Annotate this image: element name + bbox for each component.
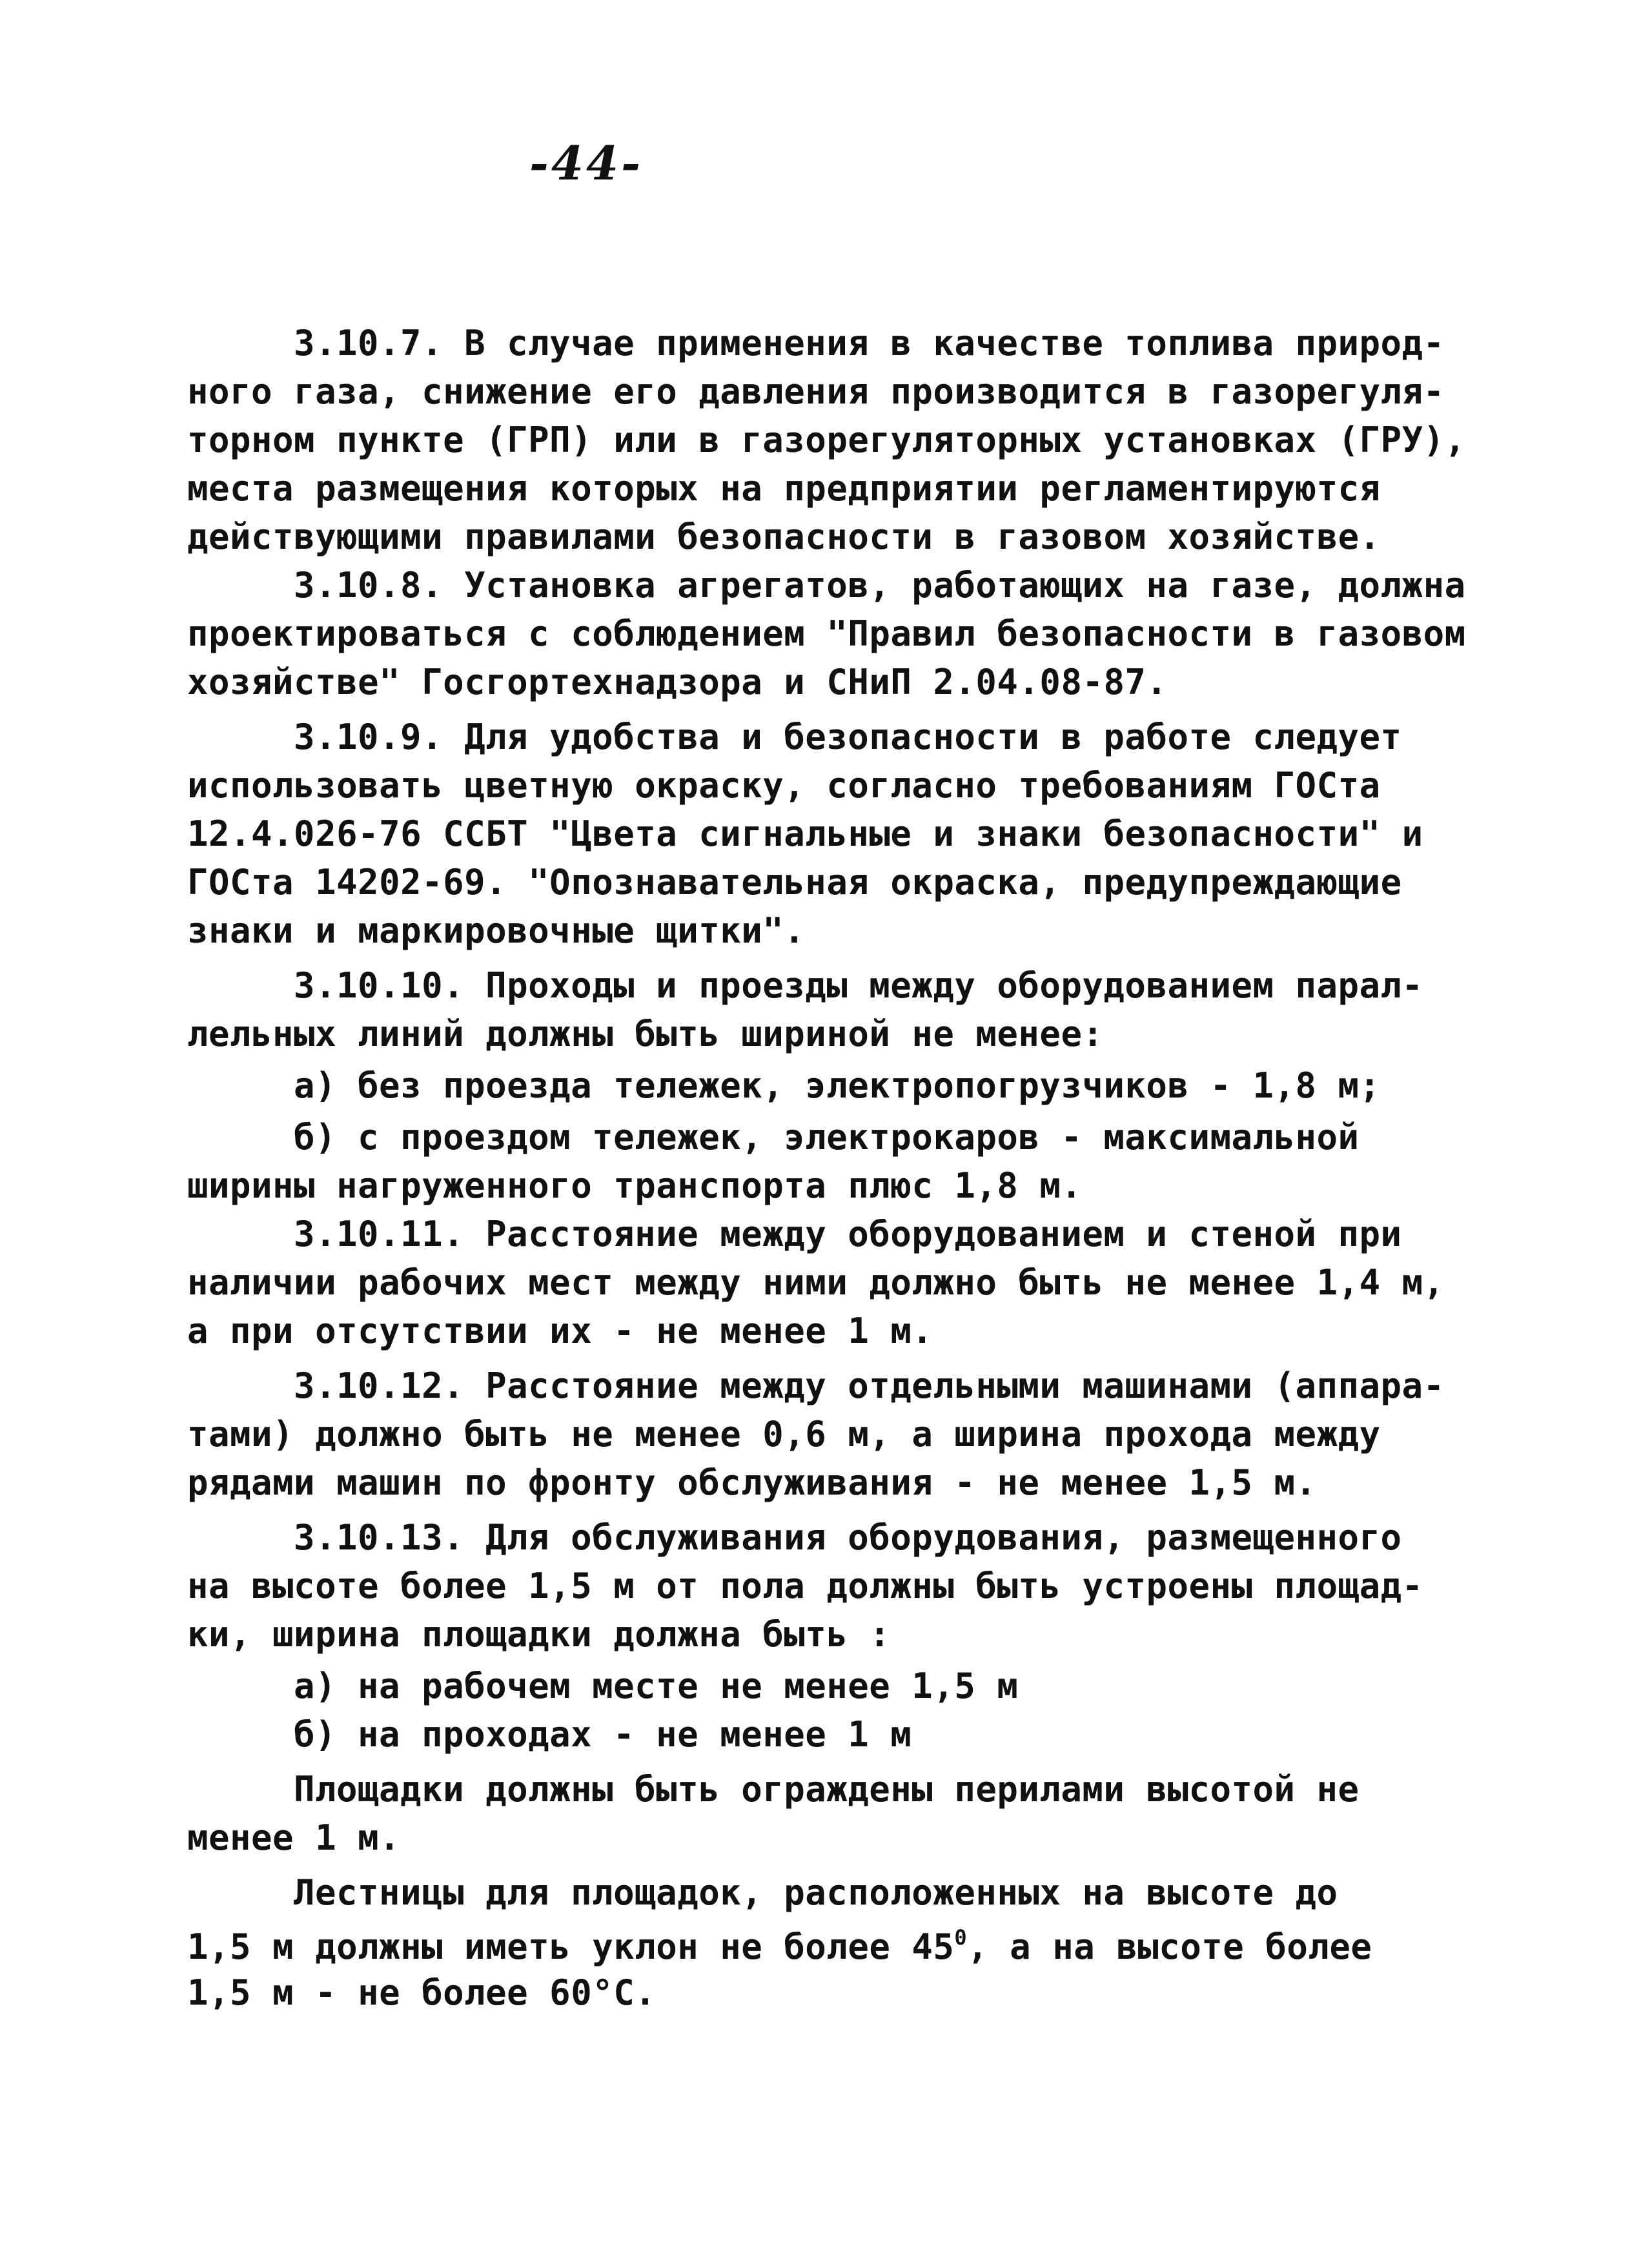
text-line: 3.10.9. Для удобства и безопасности в работе следует (294, 717, 1402, 757)
text-line: 3.10.8. Установка агрегатов, работающих на газе, должна (294, 565, 1466, 606)
text-line: Площадки должны быть ограждены перилами высотой не (294, 1769, 1360, 1810)
text-line: ГОСта 14202-69. "Опознавательная окраска, предупреждающие (187, 862, 1402, 903)
text-line: ширины нагруженного транспорта плюс 1,8 м. (187, 1165, 1083, 1206)
text-line: тами) должно быть не менее 0,6 м, а ширина прохода между (187, 1414, 1381, 1455)
text-fragment: , а на высоте более (967, 1926, 1372, 1967)
text-line: 3.10.11. Расстояние между оборудованием и стеной при (294, 1214, 1402, 1254)
text-line: знаки и маркировочные щитки". (187, 910, 806, 951)
text-line: 3.10.10. Проходы и проезды между оборудованием парал- (294, 965, 1423, 1006)
page-number: -44- (529, 136, 643, 190)
text-line: ки, ширина площадки должна быть : (187, 1614, 891, 1655)
text-line: 3.10.13. Для обслуживания оборудования, размещенного (294, 1517, 1402, 1558)
text-fragment: 1,5 м должны иметь уклон не более 45 (187, 1926, 955, 1967)
text-line: использовать цветную окраску, согласно требованиям ГОСта (187, 765, 1381, 806)
text-line: места размещения которых на предприятии регламентируются (187, 468, 1381, 509)
text-line: лельных линий должны быть шириной не менее: (187, 1014, 1104, 1054)
text-line: б) с проездом тележек, электрокаров - максимальной (294, 1117, 1360, 1158)
text-line: 3.10.7. В случае применения в качестве топлива природ- (294, 323, 1445, 363)
text-line: на высоте более 1,5 м от пола должны быть устроены площад- (187, 1566, 1423, 1606)
text-line: 12.4.026-76 ССБТ "Цвета сигнальные и знаки безопасности" и (187, 813, 1423, 854)
text-line: рядами машин по фронту обслуживания - не менее 1,5 м. (187, 1462, 1317, 1503)
text-line: 1,5 м - не более 60°С. (187, 1972, 657, 2013)
text-line: торном пункте (ГРП) или в газорегуляторных установках (ГРУ), (187, 420, 1466, 460)
text-line (187, 1927, 1372, 1965)
text-line: хозяйстве" Госгортехнадзора и СНиП 2.04.08-87. (187, 662, 1168, 702)
text-line: менее 1 м. (187, 1817, 401, 1858)
text-line: 3.10.12. Расстояние между отдельными машинами (аппара- (294, 1365, 1445, 1406)
text-line: ного газа, снижение его давления производится в газорегуля- (187, 371, 1445, 412)
text-line: б) на проходах - не менее 1 м (294, 1714, 912, 1755)
text-line: а) на рабочем месте не менее 1,5 м (294, 1666, 1019, 1706)
text-line: проектироваться с соблюдением "Правил безопасности в газовом (187, 613, 1466, 654)
text-line: Лестницы для площадок, расположенных на высоте до (294, 1872, 1338, 1913)
text-line: наличии рабочих мест между ними должно быть не менее 1,4 м, (187, 1262, 1445, 1303)
text-line: действующими правилами безопасности в газовом хозяйстве. (187, 516, 1381, 557)
text-line: а) без проезда тележек, электропогрузчиков - 1,8 м; (294, 1065, 1381, 1106)
degree-superscript: 0 (954, 1925, 968, 1950)
text-line: а при отсутствии их - не менее 1 м. (187, 1311, 933, 1351)
